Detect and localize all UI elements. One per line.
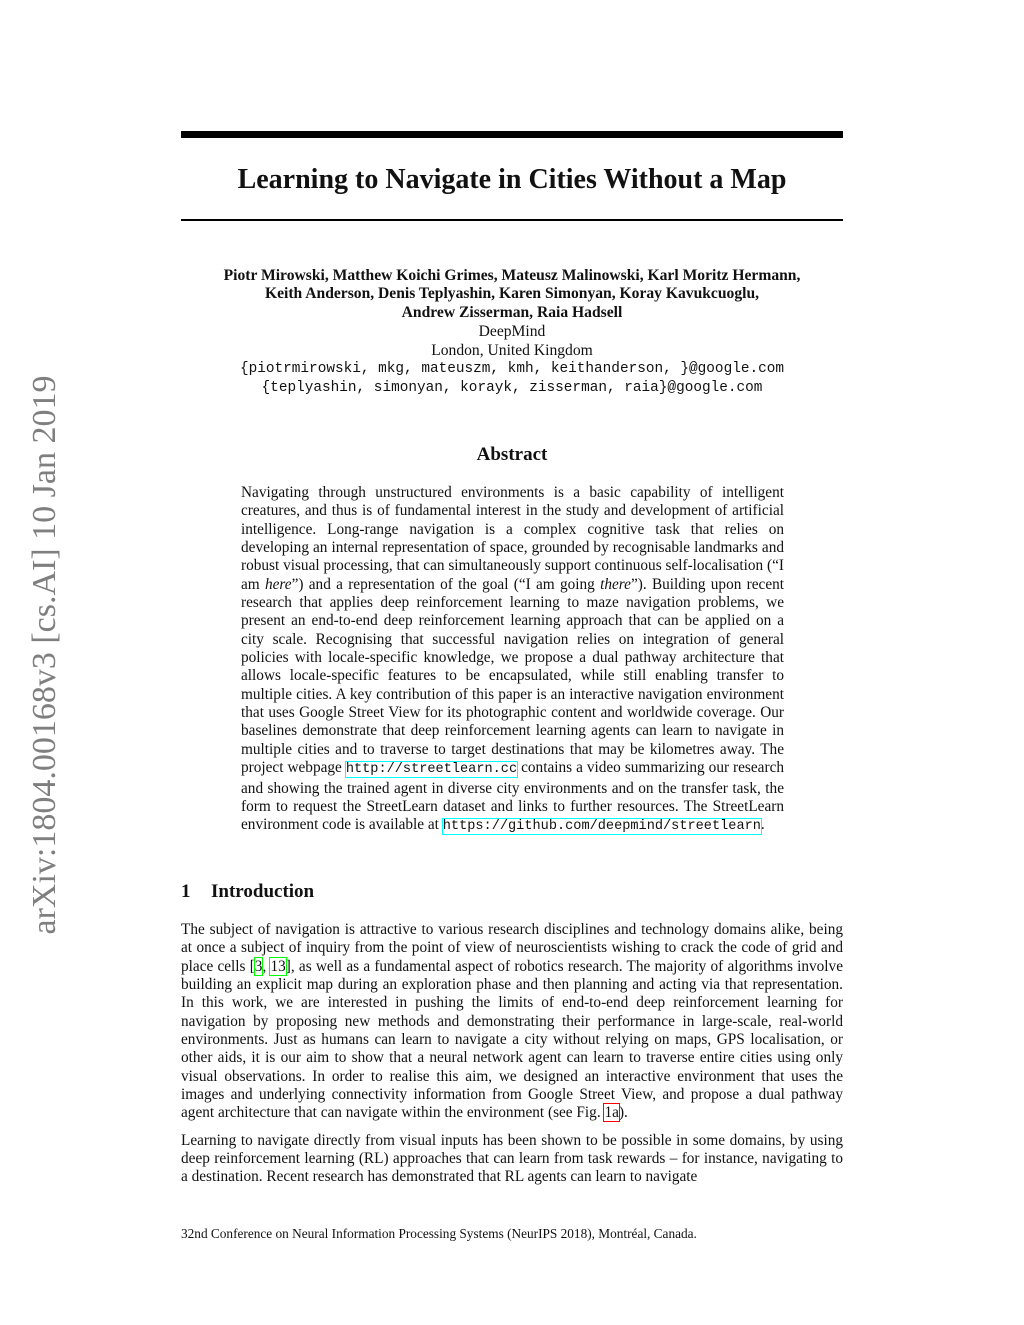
- abstract-paragraph: [241, 484, 784, 837]
- citation-link[interactable]: 3: [254, 957, 263, 975]
- author-emails: {teplyashin, simonyan, korayk, zisserman, raia}@google.com: [261, 379, 763, 396]
- intro-text: The subject of navigation is attractive to various research disciplines and technology domains alike, being at once a subject of inquiry from the point of view of neuroscientists wishing to crack the code of grid and place cells [: [181, 921, 843, 975]
- abstract-text: Navigating through unstructured environments is a basic capability of intelligent creatures, and thus is of fundamental interest in the study and development of artificial intelligence. Long-range navigation is a complex cognitive task that relies on developing an internal representation of space, grounded by recognisable landmarks and robust visual processing, that can simultaneously support continuous self-localisation (“I am: [241, 484, 784, 593]
- author-line: Piotr Mirowski, Matthew Koichi Grimes, Mateusz Malinowski, Karl Moritz Hermann,: [223, 267, 801, 284]
- intro-paragraph: Learning to navigate directly from visual inputs has been shown to be possible in some domains, by using deep reinforcement learning (RL) approaches that can learn from task rewards – for instance, navigating to a destination. Recent research has demonstrated that RL agents can learn to navigate: [181, 1131, 843, 1186]
- affiliation-location: London, United Kingdom: [431, 341, 593, 359]
- affiliation-org: DeepMind: [478, 323, 546, 340]
- paper-title: Learning to Navigate in Cities Without a Map: [237, 164, 787, 195]
- intro-paragraph: [181, 921, 843, 1123]
- abstract-text: contains a video summarizing our research and showing the trained agent in diverse city environments and on the transfer task, the form to request the StreetLearn dataset and links to further resources. The StreetLearn environment code is available at: [241, 759, 785, 834]
- abstract-text: .: [760, 816, 765, 834]
- abstract-emphasis: here: [264, 575, 292, 593]
- figure-reference-link[interactable]: 1a: [604, 1104, 619, 1122]
- section-number: 1: [181, 881, 191, 902]
- intro-text: ], as well as a fundamental aspect of robotics research. The majority of algorithms involve building an explicit map during an exploration phase and then planning and acting via that representation. In this work, we are interested in pushing the limits of end-to-end deep reinforcement learning for navigation by proposing new methods and demonstrating their performance in large-scale, real-world environments. Just as humans can learn to navigate a city without relying on maps, GPS localisation, or other aids, it is our aim to show that a neural network agent can learn to traverse entire cities using only visual observations. In order to realise this aim, we designed an interactive environment that uses the images and underlying connectivity information from Google Street View, and propose a dual pathway agent architecture that can navigate within the environment (see Fig.: [181, 957, 843, 1122]
- github-repo-link[interactable]: https://github.com/deepmind/streetlearn: [442, 819, 761, 835]
- project-webpage-link[interactable]: http://streetlearn.cc: [345, 762, 518, 778]
- title-bottom-rule: [181, 219, 843, 221]
- introduction-body: [181, 921, 843, 1196]
- abstract-body: [241, 484, 784, 837]
- intro-text: ).: [618, 1104, 628, 1122]
- abstract-text: ”) and a representation of the goal (“I am going: [291, 575, 601, 593]
- affiliation-block: [181, 323, 843, 397]
- section-title: Introduction: [211, 881, 315, 902]
- arxiv-identifier: arXiv:1804.00168v3 [cs.AI] 10 Jan 2019: [26, 375, 63, 935]
- section-heading-introduction: [181, 880, 314, 904]
- abstract-emphasis: there: [600, 575, 631, 593]
- author-line: Andrew Zisserman, Raia Hadsell: [401, 303, 623, 321]
- abstract-heading: Abstract: [476, 444, 548, 465]
- author-emails: {piotrmirowski, mkg, mateuszm, kmh, keithanderson, }@google.com: [239, 361, 785, 377]
- intro-text: ,: [262, 957, 271, 975]
- conference-footnote: 32nd Conference on Neural Information Processing Systems (NeurIPS 2018), Montréal, Canada.: [181, 1226, 697, 1241]
- author-list: [181, 267, 843, 322]
- title-top-rule: [181, 131, 843, 138]
- author-line: Keith Anderson, Denis Teplyashin, Karen Simonyan, Koray Kavukcuoglu,: [264, 285, 760, 303]
- abstract-text: ”). Building upon recent research that applies deep reinforcement learning to maze navigation problems, we present an end-to-end deep reinforcement learning approach that can be applied on a city scale. Recognising that successful navigation relies on integration of general policies with locale-specific knowledge, we propose a dual pathway architecture that allows locale-specific features to be encapsulated, while still enabling transfer to multiple cities. A key contribution of this paper is an interactive navigation environment that uses Google Street View for its photographic content and worldwide coverage. Our baselines demonstrate that deep reinforcement learning agents can learn to navigate in multiple cities and to traverse to target destinations that may be kilometres away. The project webpage: [241, 575, 785, 777]
- citation-link[interactable]: 13: [270, 957, 286, 975]
